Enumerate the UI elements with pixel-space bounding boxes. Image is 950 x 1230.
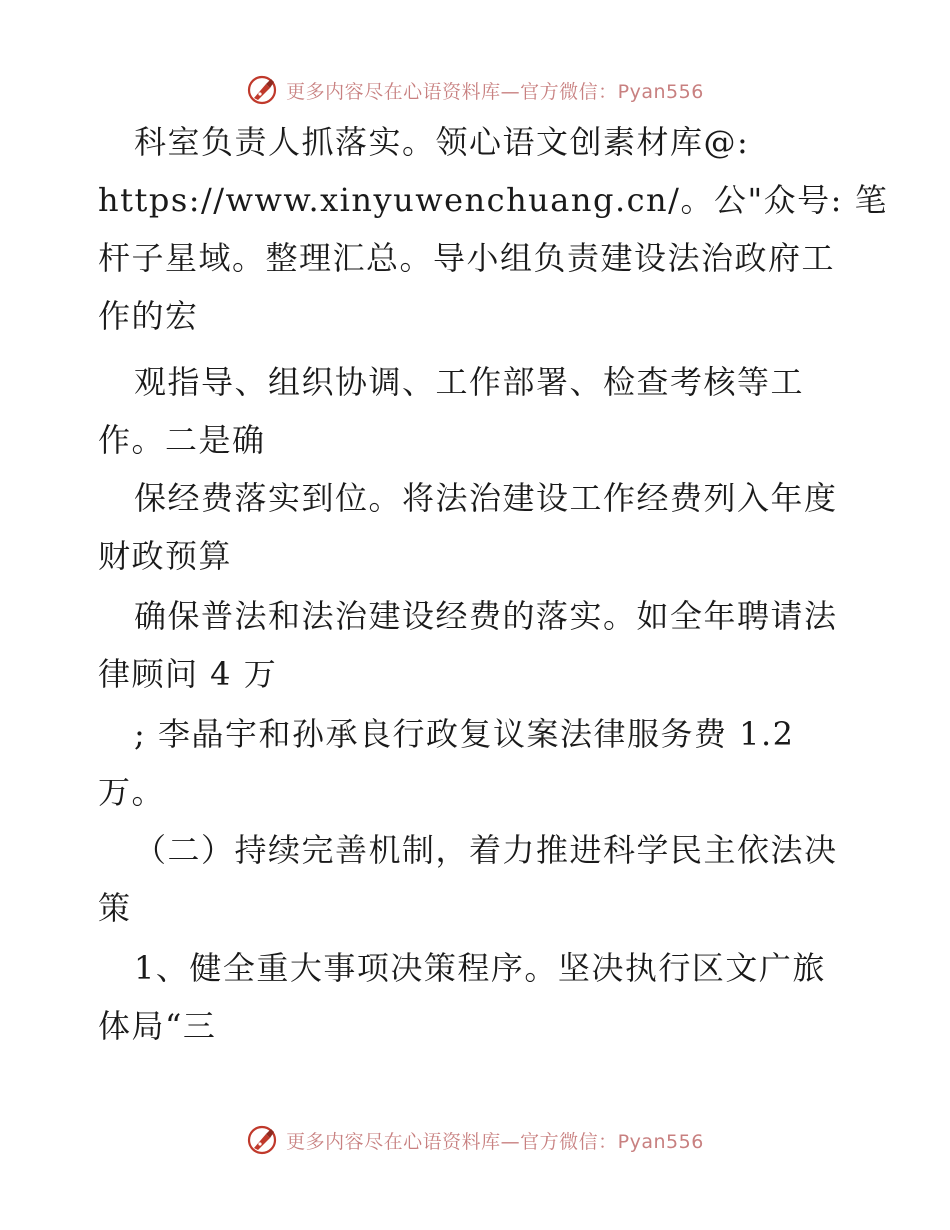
paragraph-line: 杆子星域。整理汇总。导小组负责建设法治政府工	[98, 239, 836, 277]
footer-banner	[0, 1122, 950, 1158]
paragraph-line: 科室负责人抓落实。领心语文创素材库@:	[134, 123, 750, 161]
paragraph-line: 万。	[98, 773, 166, 811]
paragraph-line: 保经费落实到位。将法治建设工作经费列入年度	[134, 479, 838, 517]
paragraph-line: 作。二是确	[98, 421, 266, 459]
paragraph-line: 观指导、组织协调、工作部署、检查考核等工	[134, 363, 805, 401]
paragraph-line: 1、健全重大事项决策程序。坚决执行区文广旅	[134, 949, 826, 987]
paragraph-line: 财政预算	[98, 537, 233, 575]
pen-nib-logo-icon	[246, 74, 278, 106]
paragraph-line: 确保普法和法治建设经费的落实。如全年聘请法	[134, 597, 838, 635]
paragraph-line: 律顾问 4 万	[98, 655, 278, 693]
paragraph-line: 体局“三	[98, 1007, 217, 1045]
paragraph-line: 作的宏	[98, 297, 199, 335]
section-heading: （二）持续完善机制，着力推进科学民主依法决	[134, 831, 838, 869]
paragraph-line: 策	[98, 889, 132, 927]
paragraph-line: ; 李晶宇和孙承良行政复议案法律服务费 1.2	[134, 715, 795, 753]
paragraph-line: https://www.xinyuwenchuang.cn/。公"众号: 笔	[98, 181, 889, 219]
footer-banner-text: 更多内容尽在心语资料库—官方微信：Pyan556	[286, 1130, 704, 1153]
header-banner	[0, 72, 950, 108]
header-banner-text: 更多内容尽在心语资料库—官方微信：Pyan556	[286, 80, 704, 103]
pen-nib-logo-icon	[246, 1124, 278, 1156]
